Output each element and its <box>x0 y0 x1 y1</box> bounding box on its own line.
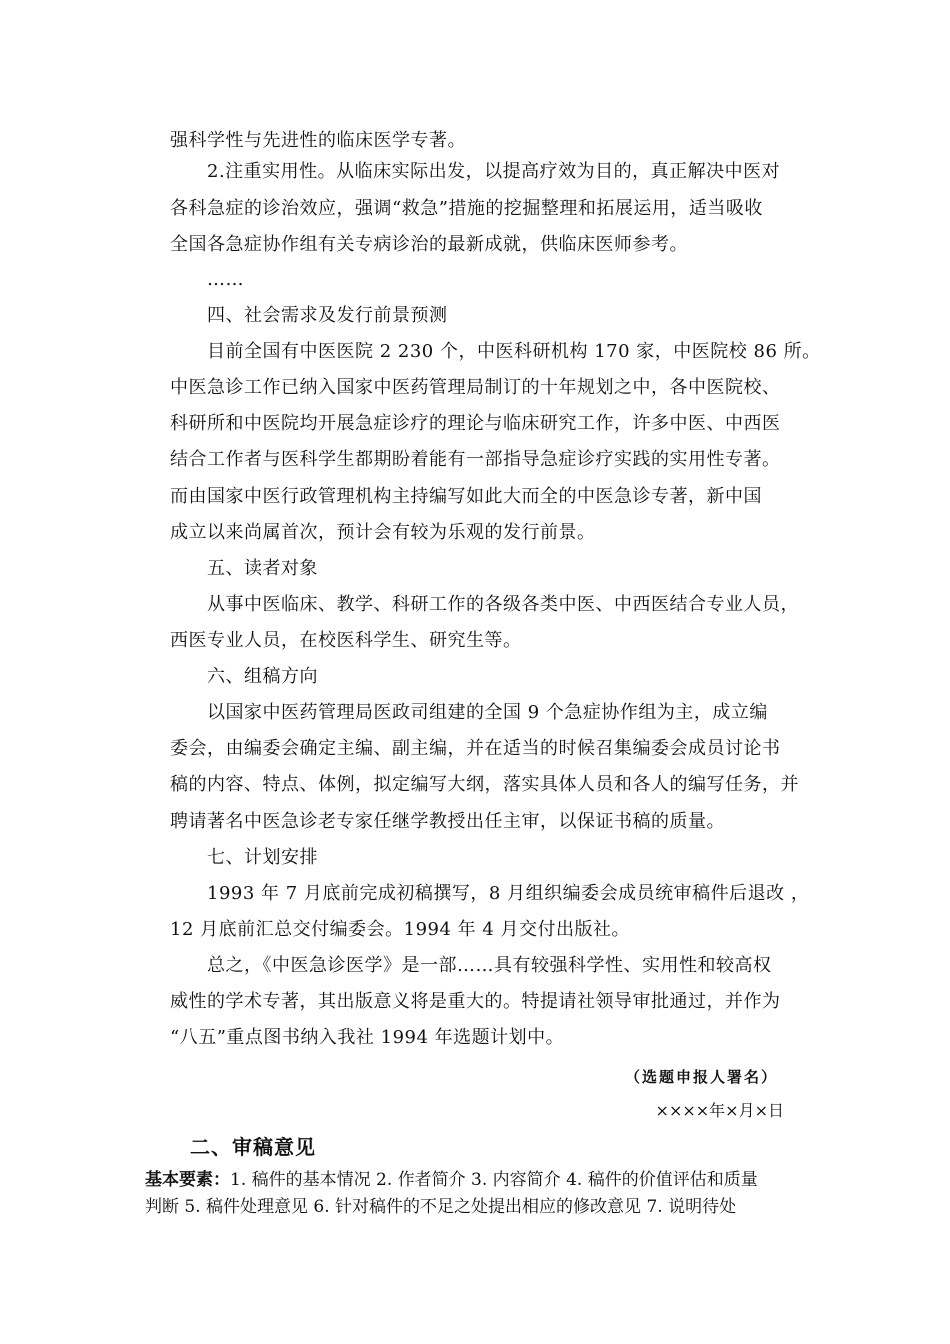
body-line-4: 全国各急症协作组有关专病诊治的最新成就，供临床医师参考。 <box>170 234 688 255</box>
body-line-9: 科研所和中医院均开展急症诊疗的理论与临床研究工作，许多中医、中西医 <box>170 413 781 434</box>
body-line-7: 目前全国有中医医院 2 230 个，中医科研机构 170 家，中医院校 86 所。 <box>207 341 821 362</box>
heading-plan: 七、计划安排 <box>207 847 318 868</box>
signature-placeholder: （选题申报人署名） <box>624 1068 778 1086</box>
body-line-26: “八五”重点图书纳入我社 1994 年选题计划中。 <box>170 1027 565 1048</box>
body-line-18: 委会，由编委会确定主编、副主编，并在适当的时候召集编委会成员讨论书 <box>170 738 781 759</box>
requirements-line-2: 判断 5. 稿件处理意见 6. 针对稿件的不足之处提出相应的修改意见 7. 说明待处 <box>145 1197 737 1217</box>
requirements-line-1 <box>145 1168 815 1192</box>
body-line-2: 2.注重实用性。从临床实际出发，以提高疗效为目的，真正解决中医对 <box>207 161 781 182</box>
body-line-12: 成立以来尚属首次，预计会有较为乐观的发行前景。 <box>170 522 596 543</box>
requirements-label: 基本要素： <box>145 1170 230 1190</box>
heading-organization: 六、组稿方向 <box>207 666 318 687</box>
body-line-22: 1993 年 7 月底前完成初稿撰写，8 月组织编委会成员统审稿件后退改 ， <box>207 883 810 904</box>
body-line-15: 西医专业人员，在校医科学生、研究生等。 <box>170 630 522 651</box>
section-heading-review: 二、审稿意见 <box>190 1135 316 1159</box>
date-placeholder: ××××年×月×日 <box>655 1101 784 1120</box>
body-line-11: 而由国家中医行政管理机构主持编写如此大而全的中医急诊专著，新中国 <box>170 486 762 507</box>
body-line-24: 总之，《中医急诊医学》是一部……具有较强科学性、实用性和较高权 <box>207 955 772 976</box>
ellipsis-line: …… <box>207 269 244 290</box>
body-line-8: 中医急诊工作已纳入国家中医药管理局制订的十年规划之中，各中医院校、 <box>170 377 781 398</box>
body-line-25: 威性的学术专著，其出版意义将是重大的。特提请社领导审批通过，并作为 <box>170 991 781 1012</box>
body-line-10: 结合工作者与医科学生都期盼着能有一部指导急症诊疗实践的实用性专著。 <box>170 449 781 470</box>
body-line-14: 从事中医临床、教学、科研工作的各级各类中医、中西医结合专业人员， <box>207 594 799 615</box>
body-line-23: 12 月底前汇总交付编委会。1994 年 4 月交付出版社。 <box>170 919 631 940</box>
heading-social-demand: 四、社会需求及发行前景预测 <box>207 305 448 326</box>
requirements-text-1: 1. 稿件的基本情况 2. 作者简介 3. 内容简介 4. 稿件的价值评估和质量 <box>230 1170 758 1190</box>
heading-readers: 五、读者对象 <box>207 558 318 579</box>
body-line-1: 强科学性与先进性的临床医学专著。 <box>170 130 466 151</box>
body-line-19: 稿的内容、特点、体例，拟定编写大纲，落实具体人员和各人的编写任务，并 <box>170 774 799 795</box>
body-line-17: 以国家中医药管理局医政司组建的全国 9 个急症协作组为主，成立编 <box>207 702 768 723</box>
body-line-3: 各科急症的诊治效应，强调“救急”措施的挖掘整理和拓展运用，适当吸收 <box>170 198 763 219</box>
body-line-20: 聘请著名中医急诊老专家任继学教授出任主审，以保证书稿的质量。 <box>170 811 725 832</box>
